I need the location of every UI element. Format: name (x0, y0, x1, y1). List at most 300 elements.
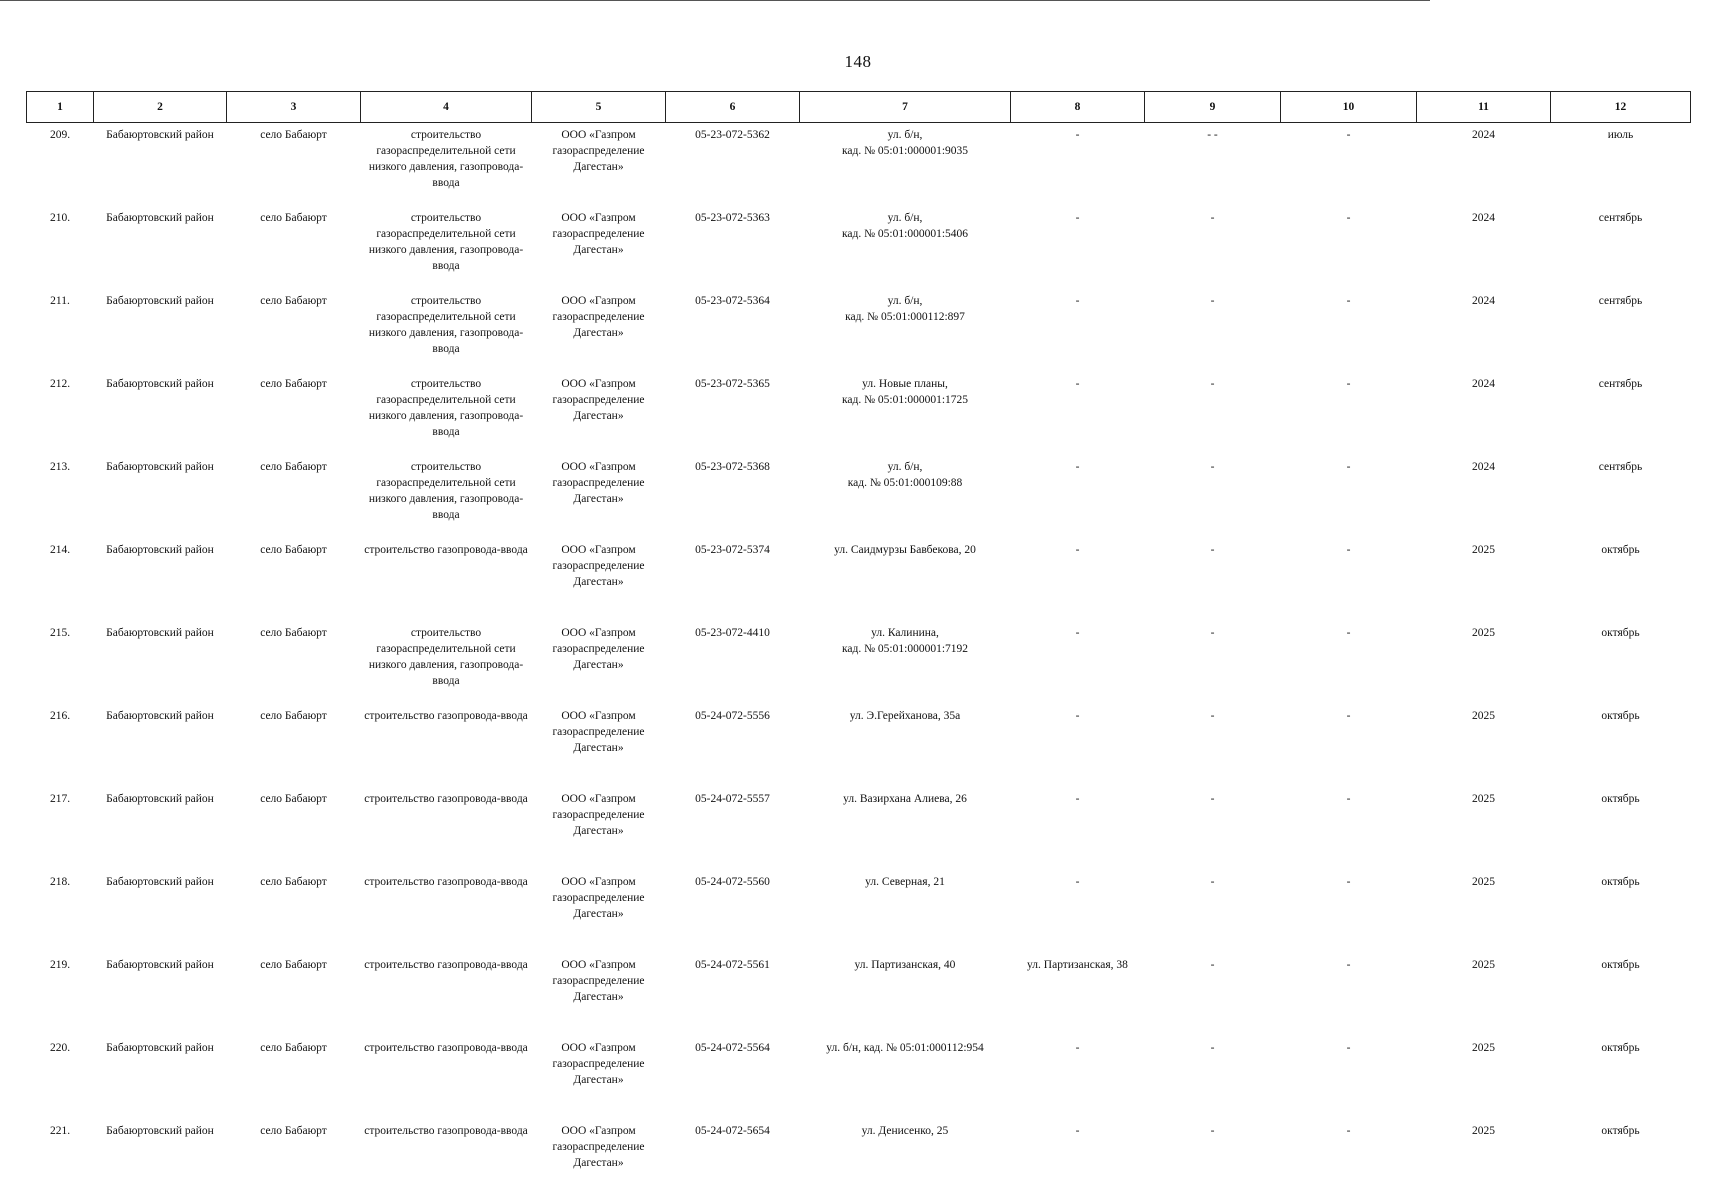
column-8-cell (1011, 206, 1145, 289)
column-header-4: 4 (361, 92, 532, 123)
month-cell-text: октябрь (1601, 710, 1639, 722)
village-cell (227, 704, 361, 787)
year-cell-text: 2025 (1472, 959, 1495, 971)
object-cell-text: строительство газопровода-ввода (363, 791, 530, 807)
year-cell (1417, 538, 1551, 621)
address-cell (800, 206, 1011, 289)
address-line-2: кад. № 05:01:000001:9035 (802, 143, 1009, 159)
district-cell-text: Бабаюртовский район (106, 627, 214, 639)
village-cell (227, 372, 361, 455)
object-cell-text: строительство газопровода-ввода (363, 957, 530, 973)
object-cell-text: строительство газопровода-ввода (363, 542, 530, 558)
village-cell-text: село Бабаюрт (260, 710, 327, 722)
row-number-text: 219. (50, 959, 70, 971)
organization-cell (532, 704, 666, 787)
month-cell-text: октябрь (1601, 959, 1639, 971)
village-cell (227, 289, 361, 372)
column-8-cell-text: ул. Партизанская, 38 (1027, 959, 1128, 971)
month-cell-text: октябрь (1601, 1125, 1639, 1137)
column-8-cell (1011, 704, 1145, 787)
column-10-cell-text: - (1347, 710, 1351, 722)
village-cell (227, 123, 361, 207)
address-line-1: ул. б/н, (802, 210, 1009, 226)
year-cell-text: 2025 (1472, 793, 1495, 805)
address-line-1: ул. Новые планы, (802, 376, 1009, 392)
year-cell (1417, 123, 1551, 207)
village-cell-text: село Бабаюрт (260, 793, 327, 805)
code-cell-text: 05-23-072-5365 (695, 378, 770, 390)
code-cell (666, 870, 800, 953)
district-cell (94, 953, 227, 1036)
column-10-cell (1281, 621, 1417, 704)
column-9-cell-text: - (1211, 793, 1215, 805)
page-number: 148 (0, 52, 1716, 72)
column-10-cell (1281, 206, 1417, 289)
table-body (27, 123, 1691, 1202)
address-cell (800, 538, 1011, 621)
code-cell-text: 05-23-072-4410 (695, 627, 770, 639)
object-cell-text: строительство газопровода-ввода (363, 1123, 530, 1139)
object-cell (361, 787, 532, 870)
village-cell (227, 1036, 361, 1119)
address-line-1: ул. Денисенко, 25 (802, 1123, 1009, 1139)
object-cell-text: строительство газораспределительной сети низкого давления, газопровода-ввода (363, 127, 530, 191)
row-number (27, 1036, 94, 1119)
organization-cell-text: ООО «Газпром газораспределение Дагестан» (534, 542, 664, 590)
column-9-cell-text: - (1211, 959, 1215, 971)
code-cell (666, 372, 800, 455)
district-cell-text: Бабаюртовский район (106, 876, 214, 888)
column-header-10: 10 (1281, 92, 1417, 123)
column-10-cell (1281, 704, 1417, 787)
column-9-cell (1145, 123, 1281, 207)
month-cell (1551, 206, 1691, 289)
row-number (27, 455, 94, 538)
column-header-12: 12 (1551, 92, 1691, 123)
code-cell (666, 787, 800, 870)
district-cell (94, 289, 227, 372)
village-cell (227, 1119, 361, 1202)
code-cell-text: 05-23-072-5363 (695, 212, 770, 224)
code-cell-text: 05-24-072-5654 (695, 1125, 770, 1137)
month-cell-text: сентябрь (1599, 461, 1643, 473)
month-cell (1551, 1119, 1691, 1202)
column-header-5: 5 (532, 92, 666, 123)
organization-cell-text: ООО «Газпром газораспределение Дагестан» (534, 874, 664, 922)
object-cell (361, 455, 532, 538)
organization-cell-text: ООО «Газпром газораспределение Дагестан» (534, 459, 664, 507)
organization-cell-text: ООО «Газпром газораспределение Дагестан» (534, 1123, 664, 1171)
month-cell (1551, 289, 1691, 372)
column-10-cell (1281, 455, 1417, 538)
row-number-text: 213. (50, 461, 70, 473)
row-number-text: 217. (50, 793, 70, 805)
column-9-cell-text: - (1211, 1042, 1215, 1054)
column-10-cell-text: - (1347, 544, 1351, 556)
district-cell-text: Бабаюртовский район (106, 461, 214, 473)
column-9-cell-text: - (1211, 876, 1215, 888)
column-10-cell (1281, 123, 1417, 207)
column-header-8: 8 (1011, 92, 1145, 123)
address-cell (800, 953, 1011, 1036)
column-header-9: 9 (1145, 92, 1281, 123)
district-cell-text: Бабаюртовский район (106, 1125, 214, 1137)
row-number (27, 953, 94, 1036)
column-10-cell-text: - (1347, 876, 1351, 888)
organization-cell-text: ООО «Газпром газораспределение Дагестан» (534, 127, 664, 175)
month-cell (1551, 372, 1691, 455)
column-10-cell-text: - (1347, 212, 1351, 224)
object-cell-text: строительство газораспределительной сети низкого давления, газопровода-ввода (363, 625, 530, 689)
month-cell (1551, 953, 1691, 1036)
object-cell (361, 289, 532, 372)
address-line-1: ул. б/н, (802, 127, 1009, 143)
year-cell-text: 2025 (1472, 544, 1495, 556)
column-9-cell-text: - (1211, 378, 1215, 390)
district-cell-text: Бабаюртовский район (106, 959, 214, 971)
row-number-text: 214. (50, 544, 70, 556)
address-line-1: ул. б/н, кад. № 05:01:000112:954 (802, 1040, 1009, 1056)
month-cell (1551, 455, 1691, 538)
column-10-cell (1281, 1036, 1417, 1119)
code-cell (666, 538, 800, 621)
table-row (27, 953, 1691, 1036)
column-9-cell-text: - - (1207, 129, 1218, 141)
column-8-cell-text: - (1076, 461, 1080, 473)
address-line-1: ул. Саидмурзы Бавбекова, 20 (802, 542, 1009, 558)
address-line-2: кад. № 05:01:000001:1725 (802, 392, 1009, 408)
code-cell (666, 289, 800, 372)
column-9-cell-text: - (1211, 295, 1215, 307)
month-cell (1551, 538, 1691, 621)
year-cell (1417, 372, 1551, 455)
village-cell (227, 206, 361, 289)
row-number (27, 123, 94, 207)
organization-cell (532, 953, 666, 1036)
column-10-cell (1281, 372, 1417, 455)
object-cell-text: строительство газораспределительной сети низкого давления, газопровода-ввода (363, 210, 530, 274)
row-number (27, 289, 94, 372)
year-cell (1417, 289, 1551, 372)
address-line-2: ул. Северная, 21 (802, 874, 1009, 890)
object-cell (361, 953, 532, 1036)
year-cell-text: 2024 (1472, 461, 1495, 473)
year-cell (1417, 704, 1551, 787)
village-cell (227, 787, 361, 870)
column-9-cell-text: - (1211, 544, 1215, 556)
column-8-cell (1011, 538, 1145, 621)
object-cell (361, 621, 532, 704)
table-row (27, 704, 1691, 787)
column-9-cell (1145, 704, 1281, 787)
table-row (27, 123, 1691, 207)
organization-cell (532, 621, 666, 704)
code-cell-text: 05-23-072-5368 (695, 461, 770, 473)
year-cell-text: 2025 (1472, 876, 1495, 888)
address-line-1: ул. б/н, (802, 459, 1009, 475)
row-number (27, 621, 94, 704)
village-cell (227, 953, 361, 1036)
object-cell-text: строительство газораспределительной сети низкого давления, газопровода-ввода (363, 376, 530, 440)
month-cell-text: октябрь (1601, 876, 1639, 888)
organization-cell (532, 372, 666, 455)
row-number (27, 1119, 94, 1202)
village-cell-text: село Бабаюрт (260, 544, 327, 556)
table-row (27, 787, 1691, 870)
organization-cell (532, 1119, 666, 1202)
district-cell-text: Бабаюртовский район (106, 295, 214, 307)
code-cell (666, 704, 800, 787)
table-row (27, 289, 1691, 372)
column-8-cell (1011, 455, 1145, 538)
object-cell (361, 372, 532, 455)
column-8-cell-text: - (1076, 876, 1080, 888)
row-number (27, 538, 94, 621)
year-cell-text: 2024 (1472, 212, 1495, 224)
column-8-cell-text: - (1076, 378, 1080, 390)
row-number-text: 218. (50, 876, 70, 888)
code-cell-text: 05-23-072-5362 (695, 129, 770, 141)
code-cell-text: 05-24-072-5564 (695, 1042, 770, 1054)
table-row (27, 621, 1691, 704)
code-cell (666, 123, 800, 207)
district-cell-text: Бабаюртовский район (106, 1042, 214, 1054)
district-cell (94, 123, 227, 207)
object-cell (361, 123, 532, 207)
address-cell (800, 372, 1011, 455)
organization-cell (532, 787, 666, 870)
column-10-cell-text: - (1347, 627, 1351, 639)
address-cell (800, 1036, 1011, 1119)
column-header-11: 11 (1417, 92, 1551, 123)
year-cell (1417, 621, 1551, 704)
district-cell (94, 538, 227, 621)
object-cell (361, 870, 532, 953)
organization-cell-text: ООО «Газпром газораспределение Дагестан» (534, 791, 664, 839)
column-header-2: 2 (94, 92, 227, 123)
column-8-cell (1011, 289, 1145, 372)
year-cell-text: 2024 (1472, 129, 1495, 141)
district-cell (94, 1036, 227, 1119)
month-cell (1551, 704, 1691, 787)
object-cell (361, 1119, 532, 1202)
row-number (27, 787, 94, 870)
district-cell-text: Бабаюртовский район (106, 129, 214, 141)
column-10-cell (1281, 1119, 1417, 1202)
column-9-cell-text: - (1211, 212, 1215, 224)
month-cell-text: октябрь (1601, 627, 1639, 639)
year-cell-text: 2025 (1472, 1042, 1495, 1054)
address-line-1: ул. Партизанская, 40 (802, 957, 1009, 973)
address-line-2: кад. № 05:01:000001:7192 (802, 641, 1009, 657)
month-cell-text: сентябрь (1599, 212, 1643, 224)
column-10-cell-text: - (1347, 959, 1351, 971)
column-8-cell (1011, 953, 1145, 1036)
year-cell-text: 2025 (1472, 627, 1495, 639)
row-number-text: 221. (50, 1125, 70, 1137)
column-8-cell-text: - (1076, 212, 1080, 224)
address-cell (800, 621, 1011, 704)
object-cell (361, 206, 532, 289)
column-9-cell (1145, 455, 1281, 538)
year-cell (1417, 206, 1551, 289)
column-10-cell (1281, 289, 1417, 372)
row-number-text: 210. (50, 212, 70, 224)
code-cell-text: 05-24-072-5561 (695, 959, 770, 971)
column-10-cell (1281, 787, 1417, 870)
column-9-cell-text: - (1211, 461, 1215, 473)
organization-cell (532, 206, 666, 289)
village-cell-text: село Бабаюрт (260, 378, 327, 390)
column-8-cell-text: - (1076, 544, 1080, 556)
column-9-cell (1145, 538, 1281, 621)
column-8-cell-text: - (1076, 1125, 1080, 1137)
organization-cell-text: ООО «Газпром газораспределение Дагестан» (534, 210, 664, 258)
address-cell (800, 123, 1011, 207)
column-8-cell (1011, 870, 1145, 953)
district-cell (94, 372, 227, 455)
village-cell (227, 870, 361, 953)
object-cell (361, 1036, 532, 1119)
table-row (27, 538, 1691, 621)
address-line-1: ул. Калинина, (802, 625, 1009, 641)
object-cell (361, 538, 532, 621)
year-cell (1417, 455, 1551, 538)
table-row (27, 372, 1691, 455)
code-cell-text: 05-24-072-5556 (695, 710, 770, 722)
code-cell-text: 05-23-072-5364 (695, 295, 770, 307)
row-number-text: 212. (50, 378, 70, 390)
column-10-cell-text: - (1347, 793, 1351, 805)
column-10-cell (1281, 870, 1417, 953)
column-9-cell (1145, 289, 1281, 372)
village-cell (227, 621, 361, 704)
row-number (27, 206, 94, 289)
village-cell-text: село Бабаюрт (260, 959, 327, 971)
row-number-text: 211. (50, 295, 70, 307)
village-cell-text: село Бабаюрт (260, 1125, 327, 1137)
column-9-cell-text: - (1211, 710, 1215, 722)
address-cell (800, 787, 1011, 870)
month-cell (1551, 123, 1691, 207)
column-8-cell (1011, 372, 1145, 455)
month-cell (1551, 621, 1691, 704)
village-cell-text: село Бабаюрт (260, 1042, 327, 1054)
village-cell (227, 455, 361, 538)
district-cell-text: Бабаюртовский район (106, 544, 214, 556)
year-cell-text: 2025 (1472, 1125, 1495, 1137)
column-10-cell-text: - (1347, 1125, 1351, 1137)
column-10-cell-text: - (1347, 461, 1351, 473)
organization-cell (532, 123, 666, 207)
column-8-cell-text: - (1076, 627, 1080, 639)
month-cell (1551, 787, 1691, 870)
object-cell-text: строительство газопровода-ввода (363, 708, 530, 724)
address-cell (800, 289, 1011, 372)
village-cell-text: село Бабаюрт (260, 129, 327, 141)
row-number (27, 870, 94, 953)
address-cell (800, 704, 1011, 787)
column-header-3: 3 (227, 92, 361, 123)
address-cell (800, 870, 1011, 953)
column-8-cell-text: - (1076, 710, 1080, 722)
column-9-cell (1145, 1036, 1281, 1119)
code-cell-text: 05-23-072-5374 (695, 544, 770, 556)
address-line-2: кад. № 05:01:000109:88 (802, 475, 1009, 491)
year-cell-text: 2024 (1472, 378, 1495, 390)
column-8-cell-text: - (1076, 129, 1080, 141)
table-row (27, 206, 1691, 289)
organization-cell-text: ООО «Газпром газораспределение Дагестан» (534, 708, 664, 756)
top-rule (0, 0, 1430, 1)
month-cell-text: сентябрь (1599, 378, 1643, 390)
village-cell-text: село Бабаюрт (260, 461, 327, 473)
row-number-text: 215. (50, 627, 70, 639)
district-cell (94, 704, 227, 787)
row-number (27, 704, 94, 787)
address-line-1: ул. Э.Герейханова, 35а (802, 708, 1009, 724)
column-8-cell (1011, 1119, 1145, 1202)
column-10-cell (1281, 538, 1417, 621)
table-row (27, 1036, 1691, 1119)
month-cell (1551, 1036, 1691, 1119)
column-8-cell-text: - (1076, 793, 1080, 805)
table-row (27, 870, 1691, 953)
code-cell-text: 05-24-072-5560 (695, 876, 770, 888)
table-header-row (27, 92, 1691, 123)
year-cell-text: 2024 (1472, 295, 1495, 307)
address-line-2: кад. № 05:01:000001:5406 (802, 226, 1009, 242)
code-cell (666, 621, 800, 704)
address-line-1: ул. б/н, (802, 293, 1009, 309)
village-cell-text: село Бабаюрт (260, 212, 327, 224)
column-8-cell-text: - (1076, 1042, 1080, 1054)
year-cell (1417, 953, 1551, 1036)
district-cell-text: Бабаюртовский район (106, 378, 214, 390)
month-cell-text: июль (1608, 129, 1633, 141)
object-cell-text: строительство газопровода-ввода (363, 1040, 530, 1056)
year-cell (1417, 870, 1551, 953)
village-cell-text: село Бабаюрт (260, 295, 327, 307)
year-cell-text: 2025 (1472, 710, 1495, 722)
column-header-1: 1 (27, 92, 94, 123)
column-8-cell-text: - (1076, 295, 1080, 307)
district-cell (94, 1119, 227, 1202)
column-8-cell (1011, 1036, 1145, 1119)
district-cell-text: Бабаюртовский район (106, 710, 214, 722)
column-9-cell-text: - (1211, 627, 1215, 639)
organization-cell (532, 538, 666, 621)
column-9-cell (1145, 787, 1281, 870)
month-cell-text: октябрь (1601, 793, 1639, 805)
organization-cell (532, 870, 666, 953)
row-number (27, 372, 94, 455)
table-row (27, 1119, 1691, 1202)
object-cell (361, 704, 532, 787)
row-number-text: 220. (50, 1042, 70, 1054)
table-row (27, 455, 1691, 538)
column-9-cell (1145, 372, 1281, 455)
organization-cell (532, 289, 666, 372)
organization-cell-text: ООО «Газпром газораспределение Дагестан» (534, 1040, 664, 1088)
column-8-cell (1011, 123, 1145, 207)
column-9-cell (1145, 953, 1281, 1036)
column-8-cell (1011, 787, 1145, 870)
address-cell (800, 1119, 1011, 1202)
column-8-cell (1011, 621, 1145, 704)
column-header-7: 7 (800, 92, 1011, 123)
gasification-schedule-table (26, 91, 1691, 1202)
